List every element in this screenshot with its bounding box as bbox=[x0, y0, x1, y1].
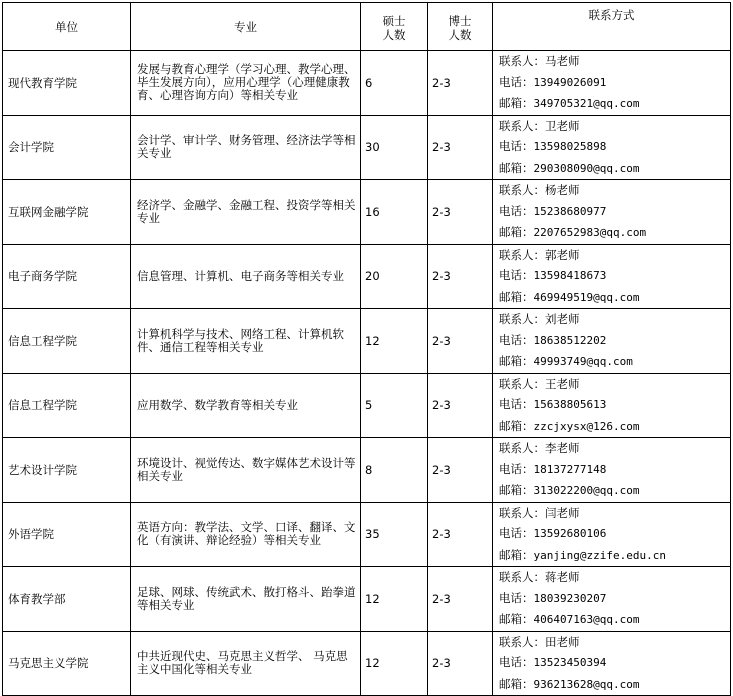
contact-phone-value: 13949026091 bbox=[533, 75, 607, 89]
contact-email bbox=[499, 158, 730, 180]
major-cell: 信息管理、计算机、电子商务等相关专业 bbox=[131, 244, 361, 309]
master-count-cell: 16 bbox=[361, 180, 428, 245]
recruitment-table bbox=[2, 2, 731, 696]
contact-phone bbox=[499, 265, 730, 287]
contact-phone bbox=[499, 72, 730, 94]
table-row bbox=[3, 309, 731, 374]
contact-cell bbox=[493, 631, 731, 696]
contact-person-value: 田老师 bbox=[545, 634, 580, 649]
contact-email bbox=[499, 674, 730, 696]
master-count-cell: 12 bbox=[361, 631, 428, 696]
contact-cell bbox=[493, 567, 731, 632]
contact-email-value[interactable]: 2207652983@qq.com bbox=[533, 226, 647, 239]
contact-email-value[interactable]: 406407163@qq.com bbox=[533, 613, 640, 626]
contact-phone-value: 15238680977 bbox=[533, 204, 607, 218]
master-header-line-1: 硕士 bbox=[382, 13, 406, 28]
unit-header: 单位 bbox=[3, 3, 131, 51]
contact-email bbox=[499, 480, 730, 502]
contact-email bbox=[499, 416, 730, 438]
contact-person-label: 联系人： bbox=[499, 570, 545, 584]
contact-email-label: 邮箱： bbox=[499, 225, 534, 239]
table-row bbox=[3, 567, 731, 632]
major-cell: 中共近现代史、马克思主义哲学、 马克思主义中国化等相关专业 bbox=[131, 631, 361, 696]
contact-cell bbox=[493, 309, 731, 374]
phd-count-cell: 2-3 bbox=[428, 115, 493, 180]
contact-email bbox=[499, 222, 730, 244]
contact-phone-label: 电话： bbox=[499, 268, 534, 282]
table-row bbox=[3, 438, 731, 503]
master-count-cell: 5 bbox=[361, 373, 428, 438]
contact-email-label: 邮箱： bbox=[499, 418, 534, 433]
contact-phone-value: 15638805613 bbox=[533, 398, 607, 411]
phd-count-cell: 2-3 bbox=[428, 631, 493, 696]
contact-cell bbox=[493, 244, 731, 309]
unit-cell: 会计学院 bbox=[3, 115, 131, 180]
contact-email-value[interactable]: 290308090@qq.com bbox=[533, 161, 640, 175]
contact-email bbox=[499, 545, 730, 567]
contact-phone bbox=[499, 330, 730, 352]
major-cell: 应用数学、数学教育等相关专业 bbox=[131, 373, 361, 438]
major-cell: 经济学、金融学、金融工程、投资学等相关专业 bbox=[131, 180, 361, 245]
unit-cell: 互联网金融学院 bbox=[3, 180, 131, 245]
contact-person-value: 马老师 bbox=[545, 54, 580, 68]
contact-phone-value: 18638512202 bbox=[533, 333, 607, 347]
major-header: 专业 bbox=[131, 3, 361, 51]
contact-person bbox=[499, 438, 730, 459]
contact-email-label: 邮箱： bbox=[499, 612, 534, 626]
contact-person-label: 联系人： bbox=[499, 183, 545, 197]
contact-email bbox=[499, 93, 730, 115]
contact-phone-label: 电话： bbox=[499, 590, 534, 605]
master-count-cell: 30 bbox=[361, 115, 428, 180]
contact-phone-label: 电话： bbox=[499, 203, 534, 218]
contact-person-label: 联系人： bbox=[499, 54, 545, 68]
contact-email-label: 邮箱： bbox=[499, 96, 534, 110]
contact-person bbox=[499, 374, 730, 395]
contact-email-label: 邮箱： bbox=[499, 547, 534, 562]
contact-email-label: 邮箱： bbox=[499, 289, 534, 304]
table-row bbox=[3, 631, 731, 696]
contact-email-value[interactable]: 313022200@qq.com bbox=[533, 484, 640, 497]
contact-person-value: 王老师 bbox=[545, 376, 580, 391]
contact-phone-value: 18137277148 bbox=[533, 462, 607, 476]
phd-count-cell: 2-3 bbox=[428, 373, 493, 438]
contact-email-label: 邮箱： bbox=[499, 160, 534, 175]
contact-email-value[interactable]: 349705321@qq.com bbox=[533, 97, 640, 110]
contact-email-value[interactable]: 936213628@qq.com bbox=[533, 677, 640, 691]
table-row bbox=[3, 51, 731, 116]
phd-count-cell: 2-3 bbox=[428, 438, 493, 503]
unit-cell: 电子商务学院 bbox=[3, 244, 131, 309]
contact-phone bbox=[499, 459, 730, 481]
contact-email-label: 邮箱： bbox=[499, 483, 534, 497]
contact-phone-value: 13598418673 bbox=[533, 269, 607, 282]
contact-email-value[interactable]: yanjing@zzife.edu.cn bbox=[533, 548, 666, 562]
contact-person-label: 联系人： bbox=[499, 441, 545, 455]
master-count-cell: 8 bbox=[361, 438, 428, 503]
contact-person-value: 刘老师 bbox=[545, 312, 580, 326]
phd-header-line-1: 博士 bbox=[448, 13, 472, 28]
unit-cell: 信息工程学院 bbox=[3, 309, 131, 374]
master-count-cell: 12 bbox=[361, 567, 428, 632]
phd-count-cell: 2-3 bbox=[428, 309, 493, 374]
contact-person-label: 联系人： bbox=[499, 312, 545, 326]
table-row bbox=[3, 373, 731, 438]
contact-person-value: 李老师 bbox=[545, 441, 580, 455]
master-count-cell: 6 bbox=[361, 51, 428, 116]
contact-cell bbox=[493, 502, 731, 567]
contact-phone-value: 13523450394 bbox=[533, 656, 607, 669]
major-cell: 足球、网球、传统武术、散打格斗、跆拳道等相关专业 bbox=[131, 567, 361, 632]
contact-phone-label: 电话： bbox=[499, 397, 534, 411]
contact-person-label: 联系人： bbox=[499, 118, 545, 133]
major-cell: 环境设计、视觉传达、数字媒体艺术设计等相关专业 bbox=[131, 438, 361, 503]
contact-email-value[interactable]: 469949519@qq.com bbox=[533, 290, 640, 304]
header-row bbox=[3, 3, 731, 51]
contact-person-label: 联系人： bbox=[499, 505, 545, 520]
contact-phone-label: 电话： bbox=[499, 461, 534, 476]
contact-cell bbox=[493, 438, 731, 503]
unit-cell: 现代教育学院 bbox=[3, 51, 131, 116]
contact-cell bbox=[493, 51, 731, 116]
table-row bbox=[3, 502, 731, 567]
contact-phone bbox=[499, 136, 730, 158]
contact-phone-label: 电话： bbox=[499, 139, 534, 153]
major-cell: 英语方向：教学法、文学、口译、翻译、文化（有演讲、辩论经验）等相关专业 bbox=[131, 502, 361, 567]
contact-phone bbox=[499, 523, 730, 545]
contact-email bbox=[499, 287, 730, 309]
contact-person-value: 闫老师 bbox=[545, 505, 580, 520]
contact-person-value: 卫老师 bbox=[545, 118, 580, 133]
table-row bbox=[3, 180, 731, 245]
phd-count-cell: 2-3 bbox=[428, 567, 493, 632]
master-count-cell: 35 bbox=[361, 502, 428, 567]
unit-cell: 艺术设计学院 bbox=[3, 438, 131, 503]
phd-count-header bbox=[428, 3, 493, 51]
contact-phone-value: 13598025898 bbox=[533, 140, 607, 153]
contact-phone-label: 电话： bbox=[499, 526, 534, 540]
table-row bbox=[3, 115, 731, 180]
major-cell: 计算机科学与技术、网络工程、计算机软件、通信工程等相关专业 bbox=[131, 309, 361, 374]
contact-person bbox=[499, 245, 730, 266]
contact-person bbox=[499, 51, 730, 72]
contact-cell bbox=[493, 180, 731, 245]
contact-phone-label: 电话： bbox=[499, 655, 534, 669]
unit-cell: 马克思主义学院 bbox=[3, 631, 131, 696]
contact-phone-label: 电话： bbox=[499, 332, 534, 347]
contact-person bbox=[499, 503, 730, 524]
contact-email bbox=[499, 609, 730, 631]
contact-person bbox=[499, 632, 730, 653]
contact-person-label: 联系人： bbox=[499, 247, 545, 262]
contact-person-value: 蒋老师 bbox=[545, 570, 580, 584]
unit-cell: 外语学院 bbox=[3, 502, 131, 567]
contact-phone bbox=[499, 652, 730, 674]
contact-person bbox=[499, 567, 730, 588]
contact-email-label: 邮箱： bbox=[499, 354, 534, 368]
phd-header-line-2: 人数 bbox=[448, 27, 472, 42]
phd-count-cell: 2-3 bbox=[428, 502, 493, 567]
contact-cell bbox=[493, 373, 731, 438]
contact-header: 联系方式 bbox=[493, 3, 731, 51]
phd-count-cell: 2-3 bbox=[428, 180, 493, 245]
contact-person-label: 联系人： bbox=[499, 634, 545, 649]
contact-person-value: 杨老师 bbox=[545, 183, 580, 197]
table-row bbox=[3, 244, 731, 309]
major-cell: 发展与教育心理学（学习心理、教学心理、毕生发展方向），应用心理学（心理健康教育、心理咨询方向）等相关专业 bbox=[131, 51, 361, 116]
contact-person bbox=[499, 180, 730, 201]
contact-person bbox=[499, 309, 730, 330]
contact-cell bbox=[493, 115, 731, 180]
master-count-header bbox=[361, 3, 428, 51]
contact-phone-value: 13592680106 bbox=[533, 527, 607, 540]
unit-cell: 体育教学部 bbox=[3, 567, 131, 632]
master-count-cell: 20 bbox=[361, 244, 428, 309]
contact-phone bbox=[499, 201, 730, 223]
unit-cell: 信息工程学院 bbox=[3, 373, 131, 438]
phd-count-cell: 2-3 bbox=[428, 244, 493, 309]
contact-email-value[interactable]: zzcjxysx@126.com bbox=[533, 419, 640, 433]
contact-phone bbox=[499, 588, 730, 610]
contact-phone-value: 18039230207 bbox=[533, 591, 607, 605]
master-count-cell: 12 bbox=[361, 309, 428, 374]
phd-count-cell: 2-3 bbox=[428, 51, 493, 116]
master-header-line-2: 人数 bbox=[382, 27, 406, 42]
contact-email-value[interactable]: 49993749@qq.com bbox=[533, 355, 633, 368]
major-cell: 会计学、审计学、财务管理、经济法学等相关专业 bbox=[131, 115, 361, 180]
contact-person-label: 联系人： bbox=[499, 376, 545, 391]
contact-phone-label: 电话： bbox=[499, 74, 534, 89]
contact-phone bbox=[499, 394, 730, 416]
contact-person bbox=[499, 116, 730, 137]
contact-person-value: 郭老师 bbox=[545, 247, 580, 262]
contact-email bbox=[499, 351, 730, 373]
contact-email-label: 邮箱： bbox=[499, 676, 534, 691]
